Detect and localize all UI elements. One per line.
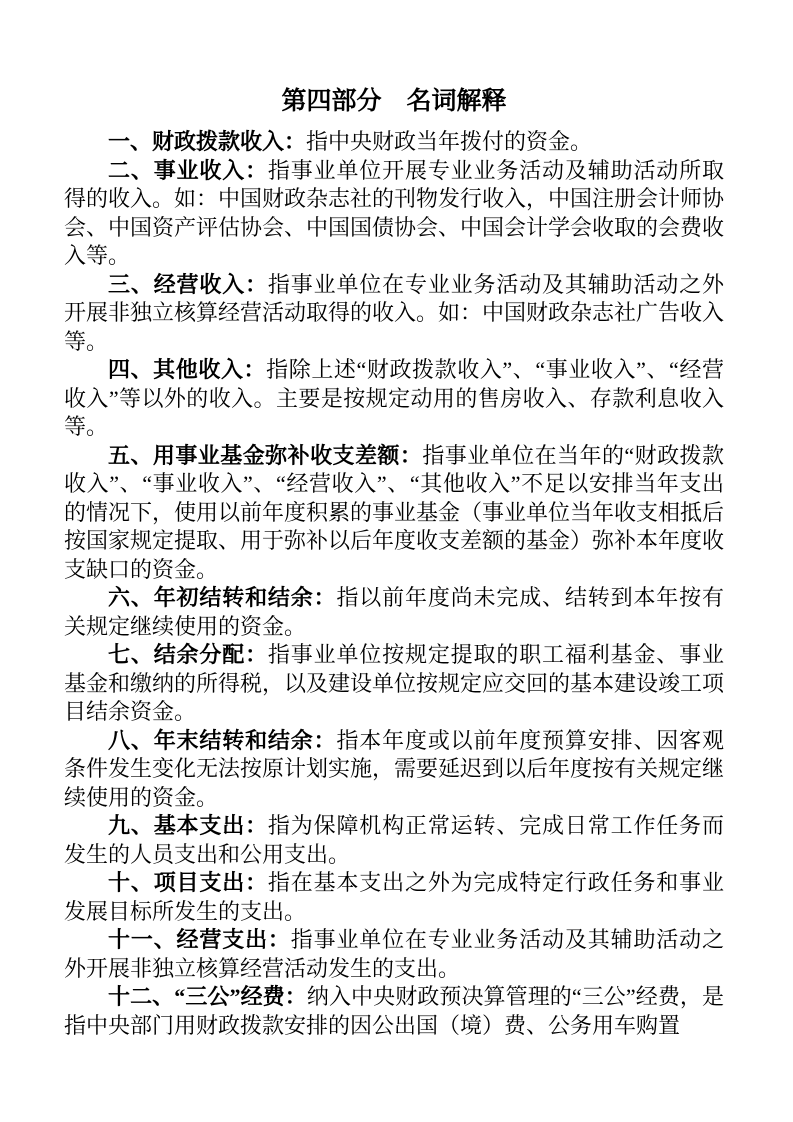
term-paragraph-8 <box>64 727 724 813</box>
term-label-4: 四、其他收入： <box>108 357 267 382</box>
page-title: 第四部分 名词解释 <box>281 88 507 115</box>
term-paragraph-9 <box>64 812 724 869</box>
term-label-7: 七、结余分配： <box>108 642 268 667</box>
term-label-9: 九、基本支出： <box>108 813 268 838</box>
term-definition-9: 指为保障机构正常运转、完成日常工作任务而发生的人员支出和公用支出。 <box>64 813 724 867</box>
document-content <box>64 86 724 1040</box>
term-paragraph-1 <box>64 128 724 157</box>
term-definition-7: 指事业单位按规定提取的职工福利基金、事业基金和缴纳的所得税，以及建设单位按规定应交回的基本建设竣工项目结余资金。 <box>64 642 725 724</box>
term-label-2: 二、事业收入： <box>108 157 268 183</box>
term-paragraph-7 <box>64 641 724 727</box>
term-definition-11: 指事业单位在专业业务活动及其辅助活动之外开展非独立核算经营活动发生的支出。 <box>64 927 724 981</box>
term-paragraph-5 <box>64 442 724 585</box>
term-paragraph-4 <box>64 356 724 442</box>
term-label-11: 十一、经营支出： <box>108 927 291 952</box>
term-definition-8: 指本年度或以前年度预算安排、因客观条件发生变化无法按原计划实施，需要延迟到以后年度按有关规定继续使用的资金。 <box>64 727 725 810</box>
term-label-3: 三、经营收入： <box>108 271 268 297</box>
term-definition-2: 指事业单位开展专业业务活动及辅助活动所取得的收入。如：中国财政杂志社的刊物发行收入，中国注册会计师协会、中国资产评估协会、中国国债协会、中国会计学会收取的会费收入等。 <box>64 157 725 268</box>
term-paragraph-2 <box>64 157 724 271</box>
term-definition-5: 指事业单位在当年的“财政拨款收入”、“事业收入”、“经营收入”、“其他收入”不足以安排当年支出的情况下，使用以前年度积累的事业基金（事业单位当年收支相抵后按国家规定提取、用于弥补以后年度收支差额的基金）弥补本年度收支缺口的资金。 <box>64 442 725 582</box>
term-label-6: 六、年初结转和结余： <box>108 585 337 610</box>
term-definition-12: 纳入中央财政预决算管理的“三公”经费，是指中央部门用财政拨款安排的因公出国（境）费、公务用车购置 <box>64 984 724 1038</box>
term-paragraph-12 <box>64 983 724 1040</box>
term-paragraph-3 <box>64 271 724 357</box>
term-label-1: 一、财政拨款收入： <box>108 129 307 154</box>
term-paragraph-11 <box>64 926 724 983</box>
term-label-5: 五、用事业基金弥补收支差额： <box>108 442 423 468</box>
term-definition-10: 指在基本支出之外为完成特定行政任务和事业发展目标所发生的支出。 <box>64 870 724 924</box>
term-paragraph-6 <box>64 584 724 641</box>
term-paragraph-10 <box>64 869 724 926</box>
term-definition-6: 指以前年度尚未完成、结转到本年按有关规定继续使用的资金。 <box>64 585 724 639</box>
term-label-8: 八、年末结转和结余： <box>108 727 337 753</box>
term-label-10: 十、项目支出： <box>108 870 268 895</box>
term-definition-3: 指事业单位在专业业务活动及其辅助活动之外开展非独立核算经营活动取得的收入。如：中国财政杂志社广告收入等。 <box>64 271 725 354</box>
term-definition-4: 指除上述“财政拨款收入”、“事业收入”、“经营收入”等以外的收入。主要是按规定动用的售房收入、存款利息收入等。 <box>64 357 724 439</box>
term-definition-1: 指中央财政当年拨付的资金。 <box>306 129 593 154</box>
term-label-12: 十二、“三公”经费： <box>108 984 307 1009</box>
